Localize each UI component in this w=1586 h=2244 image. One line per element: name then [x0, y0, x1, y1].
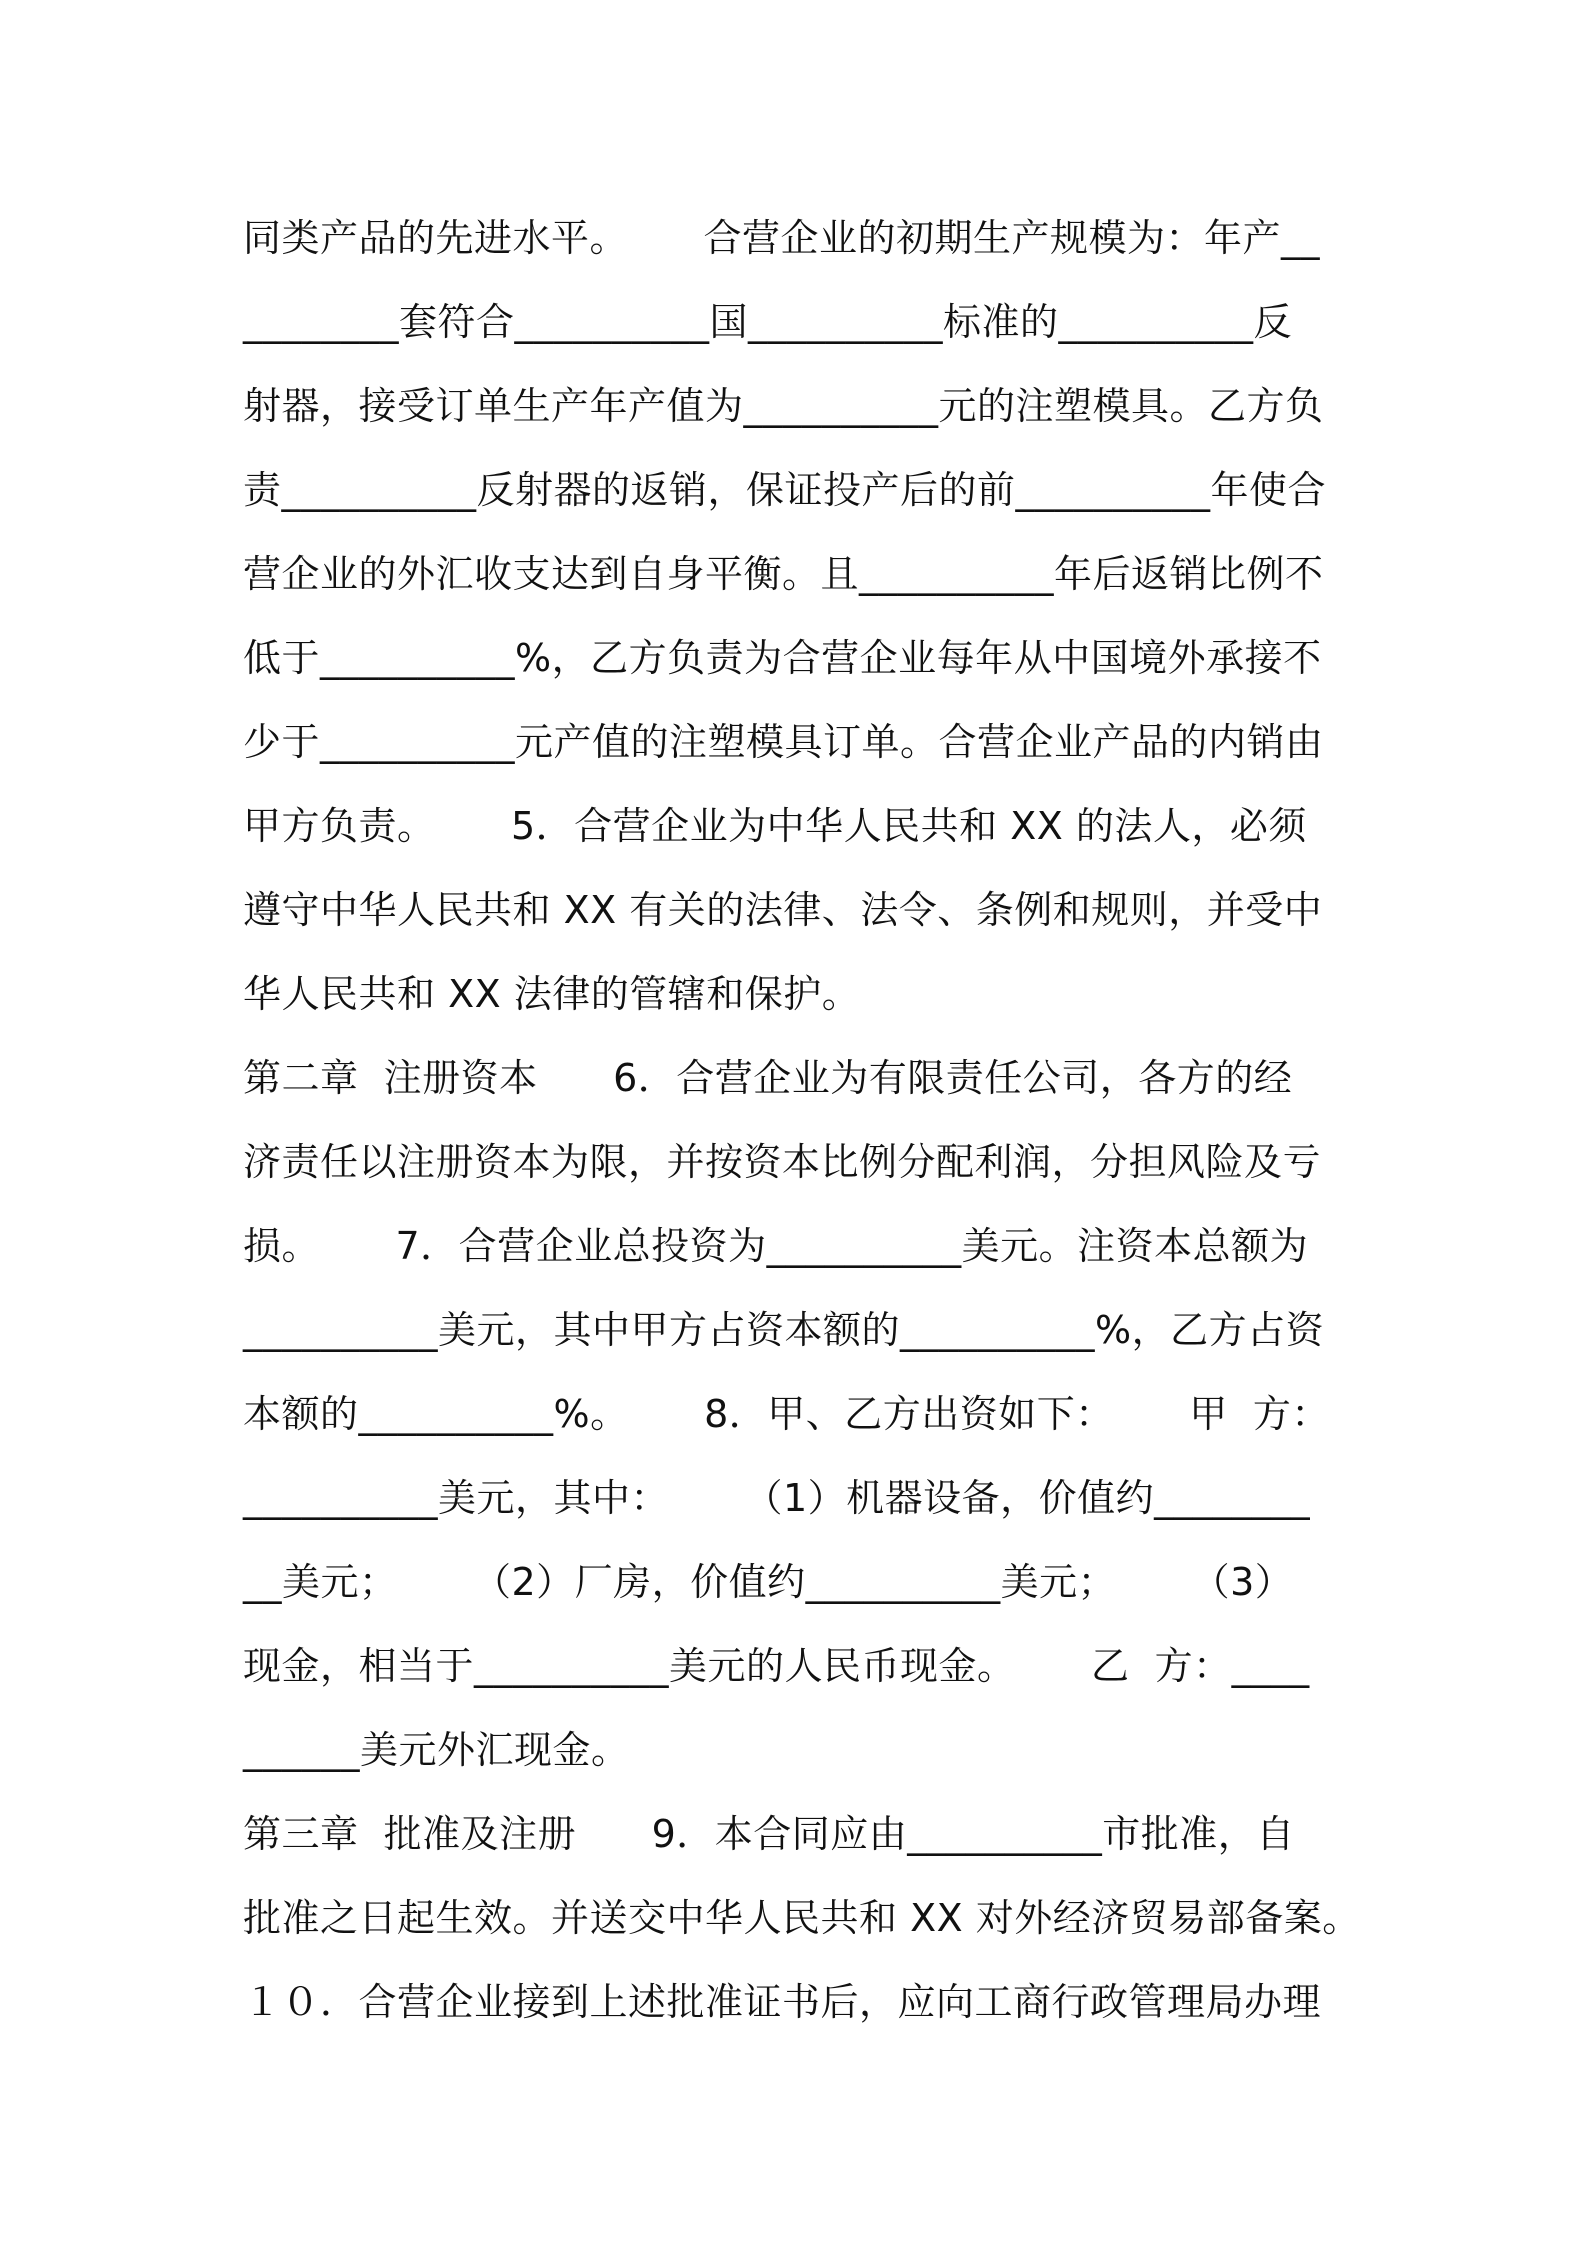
text-line: 营企业的外汇收支达到自身平衡。且__________年后返销比例不 [243, 552, 1324, 596]
text-line: １０．合营企业接到上述批准证书后，应向工商行政管理局办理 [243, 1980, 1322, 2024]
text-line: 批准之日起生效。并送交中华人民共和 XX 对外经济贸易部备案。 [243, 1896, 1361, 1940]
text-line: 甲方负责。 5．合营企业为中华人民共和 XX 的法人，必须 [243, 804, 1307, 848]
text-line: 射器，接受订单生产年产值为__________元的注塑模具。乙方负 [243, 384, 1324, 428]
text-line: 责__________反射器的返销，保证投产后的前__________年使合 [243, 468, 1327, 512]
text-line: 遵守中华人民共和 XX 有关的法律、法令、条例和规则，并受中 [243, 888, 1323, 932]
text-line: ______美元外汇现金。 [243, 1728, 630, 1772]
text-line: 本额的__________%。 8．甲、乙方出资如下： 甲 方： [243, 1392, 1330, 1436]
text-line: 现金，相当于__________美元的人民币现金。 乙 方：____ [243, 1644, 1310, 1688]
text-line: 低于__________%，乙方负责为合营企业每年从中国境外承接不 [243, 636, 1322, 680]
text-line: ________套符合__________国__________标准的__________反 [243, 300, 1293, 344]
chapter-3-line: 第三章 批准及注册 9．本合同应由__________市批准，自 [243, 1812, 1295, 1856]
text-line: 同类产品的先进水平。 合营企业的初期生产规模为：年产__ [243, 216, 1320, 260]
text-line: __美元； （2）厂房，价值约__________美元； （3） [243, 1560, 1294, 1604]
text-line: 损。 7．合营企业总投资为__________美元。注资本总额为 [243, 1224, 1309, 1268]
text-line: __________美元，其中： （1）机器设备，价值约________ [243, 1476, 1311, 1520]
text-line: 华人民共和 XX 法律的管辖和保护。 [243, 972, 861, 1016]
contract-body [243, 196, 1363, 2044]
text-line: 济责任以注册资本为限，并按资本比例分配利润，分担风险及亏 [243, 1140, 1322, 1184]
text-line: 少于__________元产值的注塑模具订单。合营企业产品的内销由 [243, 720, 1324, 764]
chapter-2-line: 第二章 注册资本 6．合营企业为有限责任公司，各方的经 [243, 1056, 1293, 1100]
text-line: __________美元，其中甲方占资本额的__________%，乙方占资 [243, 1308, 1325, 1352]
